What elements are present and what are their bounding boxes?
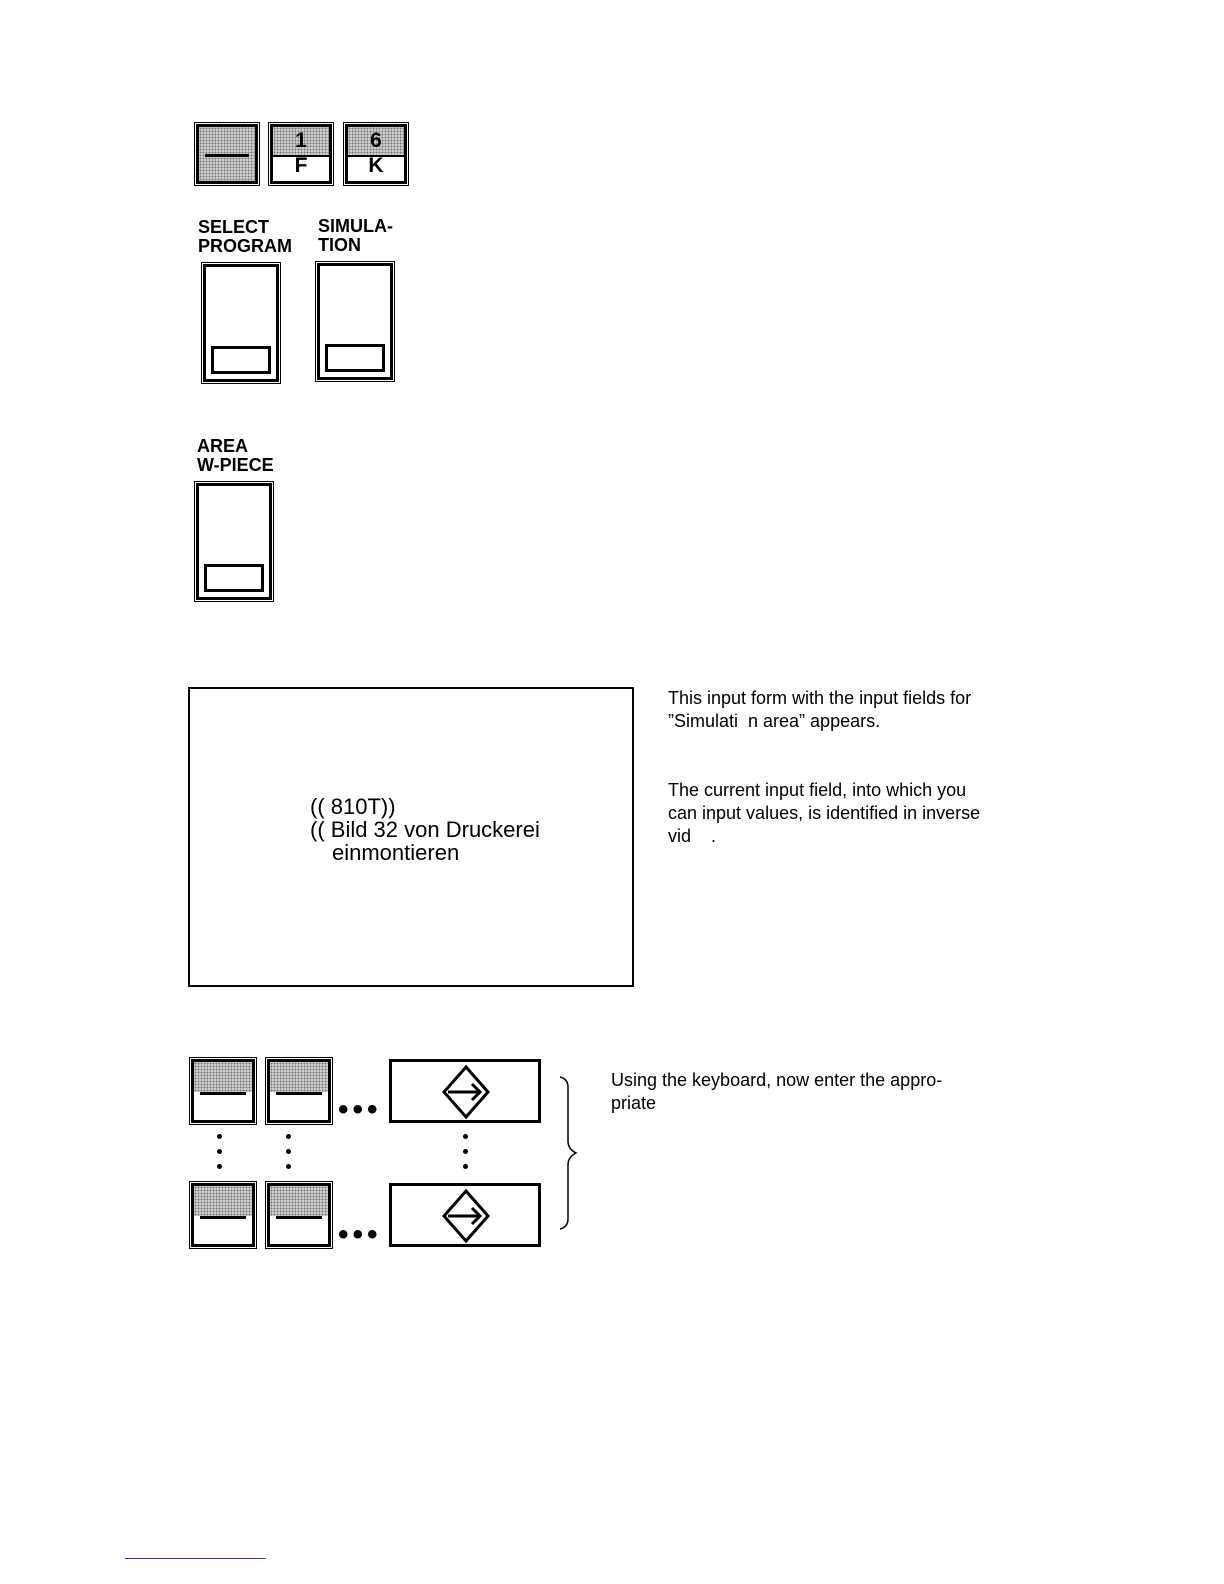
keyboard-key[interactable] (267, 1183, 331, 1247)
select-program-label-line1: SELECT (198, 217, 270, 237)
enter-arrow-icon (436, 1063, 496, 1121)
vertical-dot (463, 1134, 468, 1139)
ellipsis: ••• (338, 1218, 382, 1251)
area-wpiece-softkey[interactable] (196, 483, 272, 600)
screen-line2: (( Bild 32 von Druckerei (310, 817, 540, 842)
note-form-appears (668, 687, 971, 733)
keyboard-key[interactable] (267, 1059, 331, 1123)
key-shade (194, 1062, 252, 1092)
simulation-area-screen (188, 687, 634, 987)
key-shade (270, 1062, 328, 1092)
note-current-field-line3: vid . (668, 826, 717, 846)
area-wpiece-label (197, 437, 274, 475)
key-1-f-bottom: F (294, 154, 308, 177)
key-shade (194, 1186, 252, 1216)
enter-arrow-icon (436, 1187, 496, 1245)
blank-key-dash (205, 154, 249, 157)
key-dash (200, 1092, 246, 1095)
key-shade (270, 1186, 328, 1216)
key-dash (276, 1092, 322, 1095)
note-keyboard (611, 1069, 942, 1115)
vertical-dot (463, 1149, 468, 1154)
note-current-field-line2: can input values, is identified in inverse (668, 803, 981, 823)
key-1-f-top: 1 (273, 127, 329, 157)
note-keyboard-line2: priate (611, 1093, 657, 1113)
key-1-f[interactable] (270, 124, 332, 184)
keyboard-key[interactable] (191, 1059, 255, 1123)
keyboard-key[interactable] (191, 1183, 255, 1247)
screen-line3: einmontieren (332, 840, 460, 865)
select-program-label-line2: PROGRAM (198, 236, 292, 256)
note-current-field (668, 779, 980, 848)
footnote-rule (125, 1558, 266, 1559)
vertical-dot (286, 1164, 291, 1169)
key-6-k-bottom: K (368, 154, 384, 177)
screen-line1: (( 810T)) (310, 794, 396, 819)
vertical-dot (286, 1134, 291, 1139)
key-6-k[interactable] (345, 124, 407, 184)
simulation-label-line1: SIMULA- (318, 216, 393, 236)
note-form-appears-line1: This input form with the input fields for (668, 688, 972, 708)
right-brace-icon (558, 1075, 582, 1231)
note-form-appears-line2: ”Simulati n area” appears. (668, 711, 881, 731)
key-6-k-top: 6 (348, 127, 404, 157)
vertical-dot (217, 1164, 222, 1169)
blank-key[interactable] (196, 124, 258, 184)
vertical-dot (286, 1149, 291, 1154)
note-keyboard-line1: Using the keyboard, now enter the appro- (611, 1070, 943, 1090)
select-program-softkey[interactable] (203, 264, 279, 382)
vertical-dot (463, 1164, 468, 1169)
softkey-bar (211, 346, 271, 374)
vertical-dot (217, 1149, 222, 1154)
simulation-label (318, 217, 393, 255)
key-dash (200, 1216, 246, 1219)
simulation-softkey[interactable] (317, 263, 393, 380)
vertical-dot (217, 1134, 222, 1139)
select-program-label (198, 218, 292, 256)
area-wpiece-label-line2: W-PIECE (197, 455, 274, 475)
enter-key[interactable] (389, 1183, 541, 1247)
softkey-bar (204, 564, 264, 592)
softkey-bar (325, 344, 385, 372)
note-current-field-line1: The current input field, into which you (668, 780, 967, 800)
key-dash (276, 1216, 322, 1219)
area-wpiece-label-line1: AREA (197, 436, 249, 456)
enter-key[interactable] (389, 1059, 541, 1123)
ellipsis: ••• (338, 1093, 382, 1126)
simulation-label-line2: TION (318, 235, 361, 255)
